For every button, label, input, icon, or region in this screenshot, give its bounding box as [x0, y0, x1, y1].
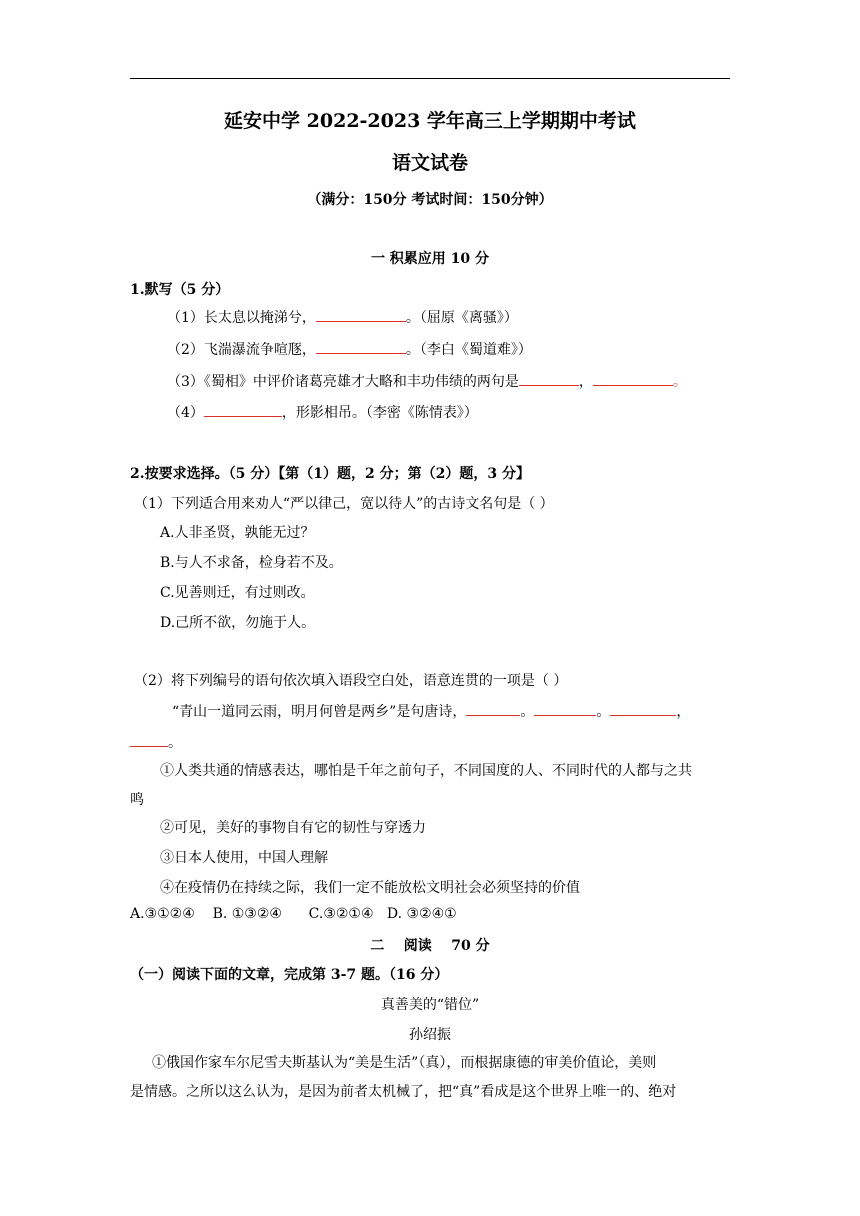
q2-sub1-stem: （1）下列适合用来劝人“严以律己，宽以待人”的古诗文名句是（ ）	[134, 496, 554, 512]
q1-line-1	[167, 307, 518, 327]
q1-line-2	[167, 339, 532, 359]
q1-title: 1.默写（5 分）	[130, 282, 230, 298]
passage-sep: 。	[596, 704, 611, 720]
exam-title: 延安中学 2022-2023 学年高三上学期期中考试	[224, 110, 636, 132]
passage-end: 。	[168, 735, 182, 751]
answer-blank[interactable]	[534, 701, 596, 716]
reading-part1-title: （一）阅读下面的文章，完成第 3-7 题。（16 分）	[130, 967, 449, 983]
q1-line-1-pre: （1）长太息以掩涕兮，	[167, 310, 316, 326]
q1-line-2-pre: （2）飞湍瀑流争喧豗，	[167, 342, 316, 358]
answer-blank[interactable]	[204, 402, 282, 417]
exam-info: （满分：150分 考试时间：150分钟）	[307, 192, 553, 208]
top-rule	[130, 78, 730, 79]
q2-sub1-option-c[interactable]: C.见善则迁，有过则改。	[160, 585, 315, 601]
answer-blank[interactable]	[316, 339, 406, 354]
q1-line-3-post: 。	[672, 374, 687, 390]
answer-blank[interactable]	[466, 701, 520, 716]
answer-blank[interactable]	[593, 371, 673, 386]
q2-sub2-passage	[172, 701, 690, 721]
section1-heading: 一 积累应用 10 分	[370, 251, 490, 267]
q1-line-4-post: ，形影相吊。（李密《陈情表》）	[281, 405, 478, 421]
q2-sub2-item-1-cont: 鸣	[130, 792, 144, 808]
article-author: 孙绍振	[409, 1027, 451, 1043]
answer-blank[interactable]	[130, 732, 168, 747]
answer-blank[interactable]	[610, 701, 676, 716]
q1-line-4	[167, 402, 478, 422]
q2-title: 2.按要求选择。（5 分）【第（1）题，2 分；第（2）题，3 分】	[130, 466, 530, 482]
q2-sub2-choices[interactable]: A.③①②④ B. ①③②④ C.③②①④ D. ③②④①	[130, 906, 457, 922]
article-title: 真善美的“错位”	[380, 997, 480, 1013]
q2-sub2-item-4: ④在疫情仍在持续之际，我们一定不能放松文明社会必须坚持的价值	[160, 880, 580, 896]
q1-line-1-post: 。（屈原《离骚》）	[405, 310, 518, 326]
q2-sub2-item-1: ①人类共通的情感表达，哪怕是千年之前句子，不同国度的人、不同时代的人都与之共	[160, 763, 692, 779]
q2-sub1-option-d[interactable]: D.己所不欲，勿施于人。	[160, 615, 316, 631]
passage-sep: ，	[676, 704, 691, 720]
article-paragraph-1: ①俄国作家车尔尼雪夫斯基认为“美是生活”（真），而根据康德的审美价值论，美则	[152, 1055, 657, 1071]
q2-sub2-item-2: ②可见，美好的事物自有它的韧性与穿透力	[160, 820, 426, 836]
q2-sub2-item-3: ③日本人使用，中国人理解	[160, 850, 328, 866]
passage-sep: 。	[520, 704, 535, 720]
q1-line-3-mid: ，	[578, 374, 593, 390]
q1-line-3	[167, 371, 687, 391]
exam-subtitle: 语文试卷	[391, 152, 468, 174]
q1-line-4-pre: （4）	[167, 405, 204, 421]
q1-line-2-post: 。（李白《蜀道难》）	[405, 342, 532, 358]
q2-sub2-passage-end	[130, 732, 182, 752]
q1-line-3-pre: （3）《蜀相》中评价诸葛亮雄才大略和丰功伟绩的两句是	[167, 374, 519, 390]
section2-heading: 二 阅读 70 分	[370, 938, 490, 954]
answer-blank[interactable]	[519, 371, 579, 386]
q2-sub2-stem: （2）将下列编号的语句依次填入语段空白处，语意连贯的一项是（ ）	[134, 673, 568, 689]
q2-sub1-option-a[interactable]: A.人非圣贤，孰能无过？	[160, 525, 315, 541]
answer-blank[interactable]	[316, 307, 406, 322]
q2-sub1-option-b[interactable]: B.与人不求备，检身若不及。	[160, 555, 343, 571]
passage-text: “青山一道同云雨，明月何曾是两乡”是句唐诗，	[172, 704, 467, 720]
article-paragraph-1-cont: 是情感。之所以这么认为，是因为前者太机械了，把“真”看成是这个世界上唯一的、绝对	[130, 1084, 677, 1100]
